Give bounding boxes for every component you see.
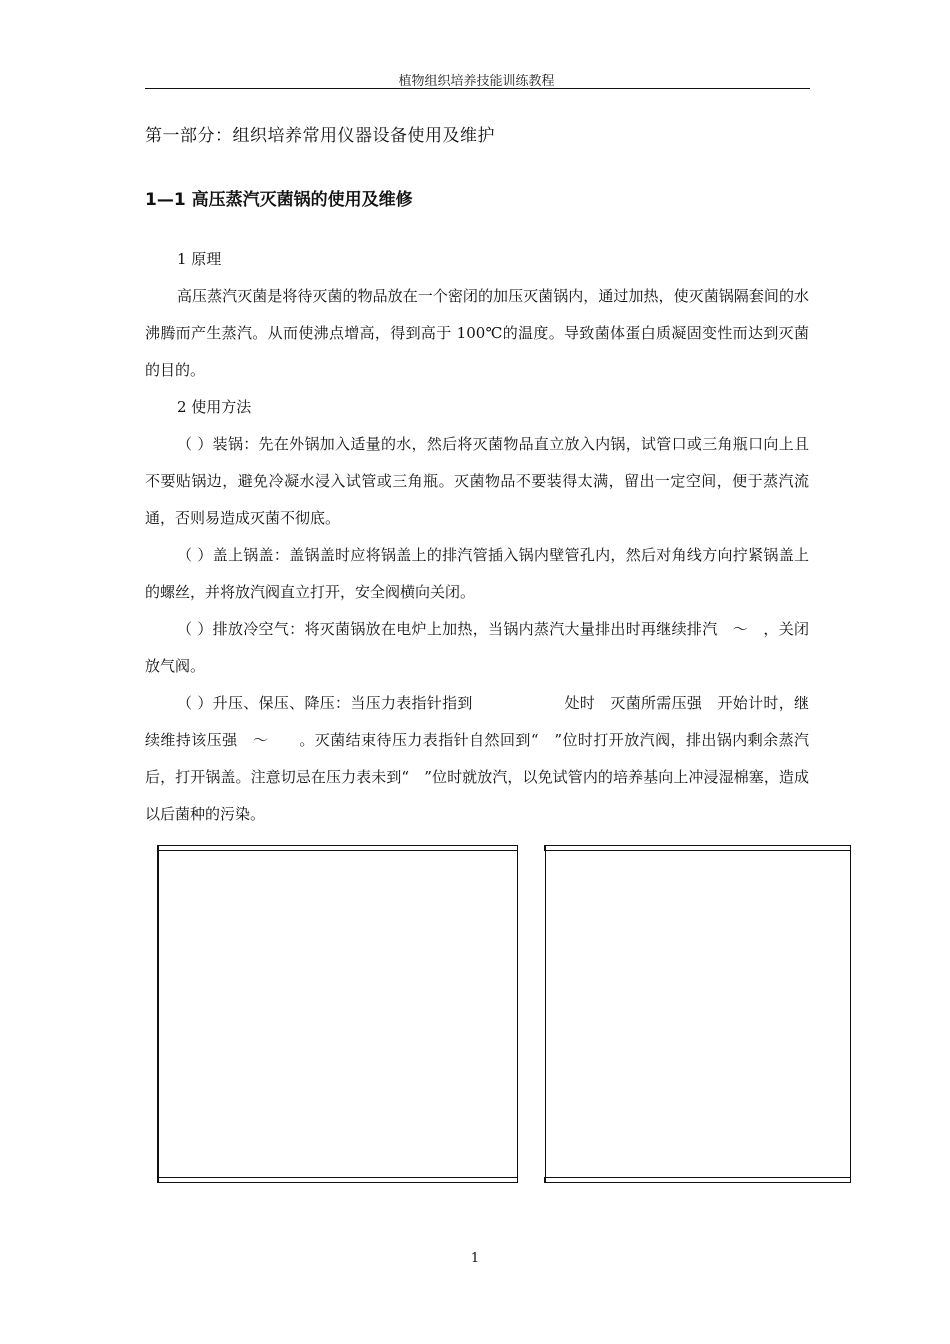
heading-usage: 2 使用方法 [177,398,252,416]
frame-top-edge [157,845,518,851]
figure-frame-right [545,845,851,1183]
step-pressure: （ ）升压、保压、降压：当压力表指针指到 处时 灭菌所需压强 开始计时，继续维持该压强 ～ 。灭菌结束待压力表指针自然回到“ ”位时打开放汽阀，排出锅内剩余蒸汽后，打开锅盖。注意切忌在压力表未到“ ”位时就放汽，以免试管内的培养基向上冲浸湿棉塞，造成以后菌种的污染。 [145,694,809,823]
frame-bottom-edge [157,1177,518,1183]
step-lid: （ ）盖上锅盖：盖锅盖时应将锅盖上的排汽管插入锅内壁管孔内，然后对角线方向拧紧锅盖上的螺丝，并将放汽阀直立打开，安全阀横向关闭。 [145,546,809,601]
page-number: 1 [470,1251,480,1266]
step-loading: （ ）装锅：先在外锅加入适量的水，然后将灭菌物品直立放入内锅，试管口或三角瓶口向上且不要贴锅边，避免冷凝水浸入试管或三角瓶。灭菌物品不要装得太满，留出一定空间，便于蒸汽流通，否则易造成灭菌不彻底。 [145,435,809,527]
step-exhaust: （ ）排放冷空气：将灭菌锅放在电炉上加热，当锅内蒸汽大量排出时再继续排汽 ～ ，关闭放气阀。 [145,620,809,675]
frame-bottom-edge [544,1177,851,1183]
header-rule [145,88,810,89]
body-content [145,241,809,833]
figure-frame-left [157,845,518,1183]
running-header: 植物组织培养技能训练教程 [398,74,555,89]
heading-principle: 1 原理 [177,250,222,268]
part-title: 第一部分：组织培养常用仪器设备使用及维护 [145,126,495,146]
frame-image-area [546,851,850,1177]
paragraph-principle: 高压蒸汽灭菌是将待灭菌的物品放在一个密闭的加压灭菌锅内，通过加热，使灭菌锅隔套间的水沸腾而产生蒸汽。从而使沸点增高，得到高于 100℃的温度。导致菌体蛋白质凝固变性而达到灭菌的目的。 [145,287,809,379]
section-title: 1—1 高压蒸汽灭菌锅的使用及维修 [145,190,413,210]
